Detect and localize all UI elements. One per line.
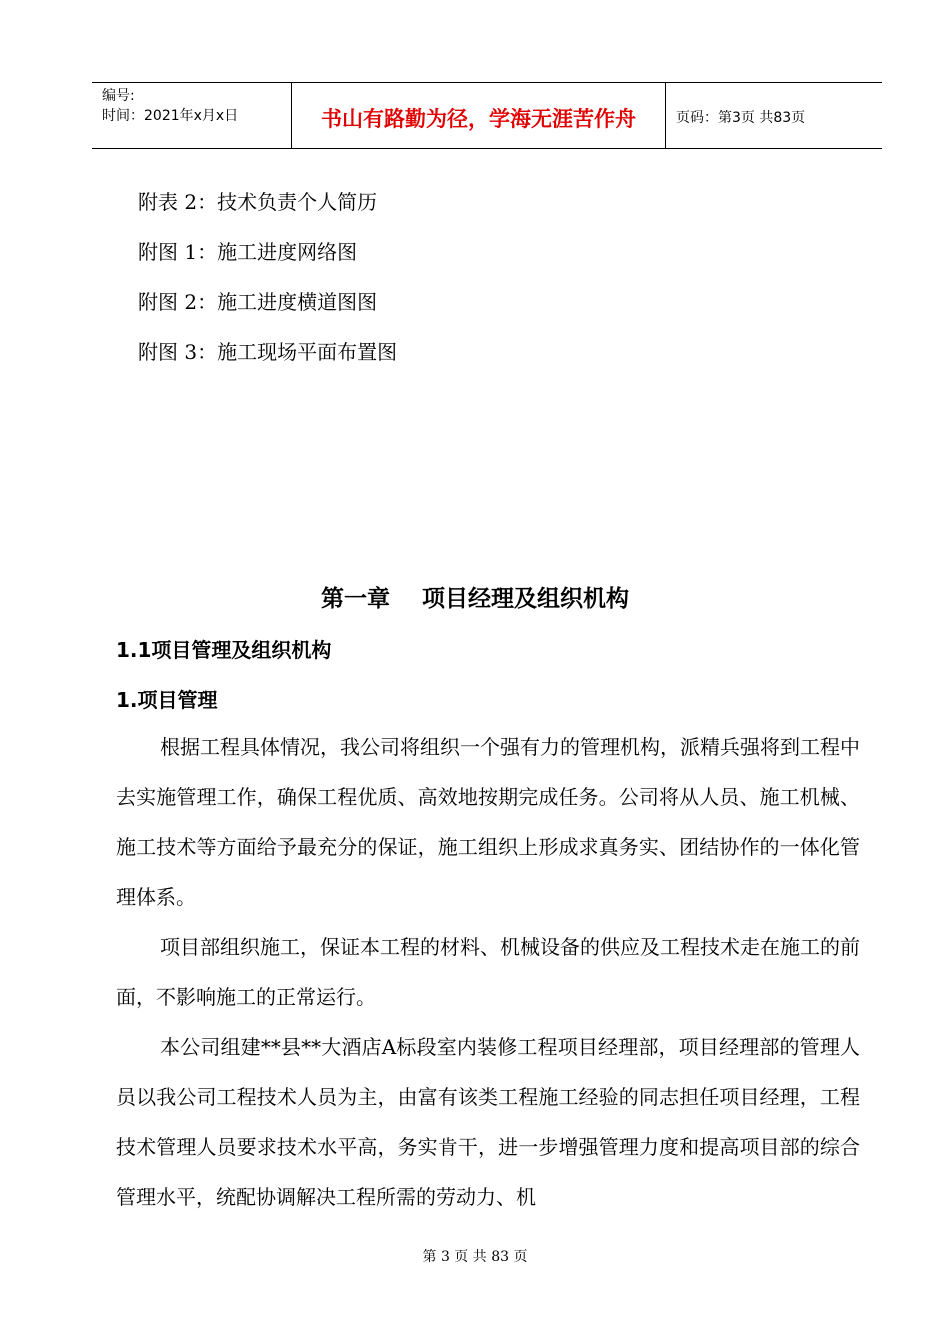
body-paragraph: 根据工程具体情况，我公司将组织一个强有力的管理机构，派精兵强将到工程中去实施管理工作，确保工程优质、高效地按期完成任务。公司将从人员、施工机械、施工技术等方面给予最充分的保证，施工组织上形成求真务实、团结协作的一体化管理体系。	[116, 735, 860, 909]
appendix-item: 附图 2：施工进度横道图图	[138, 290, 378, 314]
appendix-item: 附表 2：技术负责个人简历	[138, 190, 378, 214]
section-heading-1-1: 1.1项目管理及组织机构	[116, 638, 332, 662]
document-time-label: 时间：2021年x月x日	[102, 108, 239, 124]
body-paragraph: 项目部组织施工，保证本工程的材料、机械设备的供应及工程技术走在施工的前面，不影响施工的正常运行。	[116, 935, 860, 1009]
header-motto-cell	[292, 83, 666, 149]
header-info-cell	[92, 83, 292, 149]
body-paragraph: 本公司组建**县**大酒店A标段室内装修工程项目经理部，项目经理部的管理人员以我公司工程技术人员为主，由富有该类工程施工经验的同志担任项目经理，工程技术管理人员要求技术水平高，务实肯干，进一步增强管理力度和提高项目部的综合管理水平，统配协调解决工程所需的劳动力、机	[116, 1035, 860, 1209]
document-code-label: 编号:	[102, 88, 135, 104]
section-heading-1: 1.项目管理	[116, 688, 218, 712]
header-page-cell	[666, 83, 882, 149]
page-footer: 第 3 页 共 83 页	[422, 1249, 528, 1265]
appendix-item: 附图 3：施工现场平面布置图	[138, 340, 398, 364]
header-page-info: 页码：第3页 共83页	[676, 110, 806, 126]
page-header	[92, 82, 882, 149]
chapter-title: 第一章 项目经理及组织机构	[320, 586, 630, 612]
appendix-item: 附图 1：施工进度网络图	[138, 240, 358, 264]
header-motto: 书山有路勤为径，学海无涯苦作舟	[321, 107, 636, 131]
